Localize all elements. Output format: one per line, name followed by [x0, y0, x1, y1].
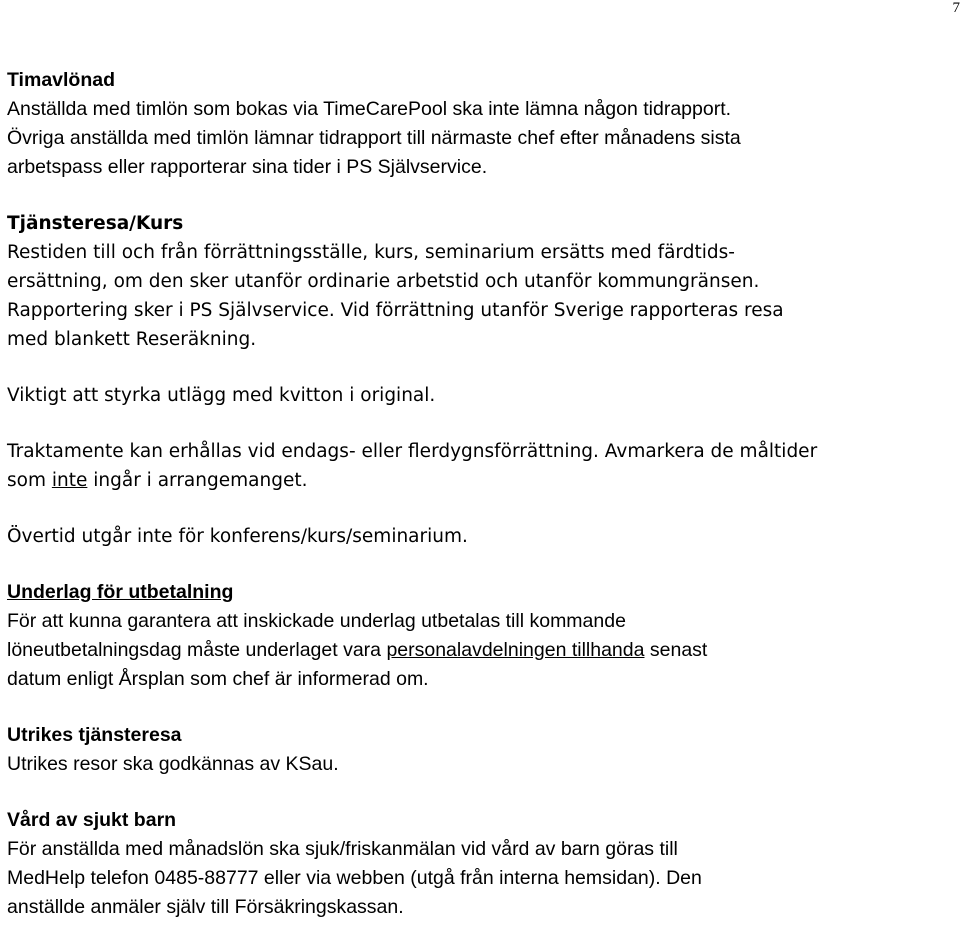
section-timavlonad: [7, 66, 957, 182]
paragraph-line: arbetspass eller rapporterar sina tider i PS Självservice.: [7, 156, 488, 178]
text-segment: senast: [644, 639, 708, 661]
text-segment: löneutbetalningsdag måste underlaget vara: [7, 639, 387, 661]
paragraph-line: ersättning, om den sker utanför ordinarie arbetstid och utanför kommungränsen.: [7, 271, 760, 292]
page-number: 7: [952, 0, 960, 16]
section-tjansteresa: [7, 209, 957, 354]
paragraph-line: Övertid utgår inte för konferens/kurs/seminarium.: [7, 526, 468, 547]
heading-vard: Vård av sjukt barn: [7, 809, 177, 831]
paragraph-kvitton: [7, 381, 957, 410]
paragraph-line: Rapportering sker i PS Självservice. Vid förrättning utanför Sverige rapporteras resa: [7, 300, 784, 321]
document-body: [7, 66, 957, 922]
section-underlag: [7, 578, 957, 694]
paragraph-line: För att kunna garantera att inskickade underlag utbetalas till kommande: [7, 610, 626, 632]
paragraph-line: [7, 636, 957, 665]
underlined-text: inte: [51, 470, 88, 491]
heading-tjansteresa: Tjänsteresa/Kurs: [7, 213, 184, 234]
paragraph-traktamente: [7, 437, 957, 495]
paragraph-line: Traktamente kan erhållas vid endags- eller flerdygnsförrättning. Avmarkera de måltider: [7, 441, 818, 462]
section-vard: [7, 806, 957, 922]
paragraph-line: Restiden till och från förrättningsställe, kurs, seminarium ersätts med färdtids-: [7, 242, 735, 263]
section-utrikes: [7, 721, 957, 779]
paragraph-line: Övriga anställda med timlön lämnar tidrapport till närmaste chef efter månadens sista: [7, 127, 741, 149]
paragraph-line: [7, 466, 957, 495]
heading-underlag: Underlag för utbetalning: [7, 581, 234, 603]
paragraph-line: Viktigt att styrka utlägg med kvitton i original.: [7, 385, 436, 406]
paragraph-overtid: [7, 522, 957, 551]
paragraph-line: För anställda med månadslön ska sjuk/friskanmälan vid vård av barn göras till: [7, 838, 678, 860]
paragraph-line: Utrikes resor ska godkännas av KSau.: [7, 753, 339, 775]
paragraph-line: anställde anmäler själv till Försäkringskassan.: [7, 896, 404, 918]
heading-utrikes: Utrikes tjänsteresa: [7, 724, 182, 746]
paragraph-line: Anställda med timlön som bokas via TimeCarePool ska inte lämna någon tidrapport.: [7, 98, 732, 120]
underlined-text: personalavdelningen tillhanda: [386, 639, 645, 661]
text-segment: som: [7, 470, 52, 491]
paragraph-line: med blankett Reseräkning.: [7, 329, 257, 350]
heading-timavlonad: Timavlönad: [7, 69, 116, 91]
paragraph-line: datum enligt Årsplan som chef är informerad om.: [7, 668, 429, 690]
paragraph-line: MedHelp telefon 0485-88777 eller via webben (utgå från interna hemsidan). Den: [7, 867, 702, 889]
text-segment: ingår i arrangemanget.: [87, 470, 308, 491]
